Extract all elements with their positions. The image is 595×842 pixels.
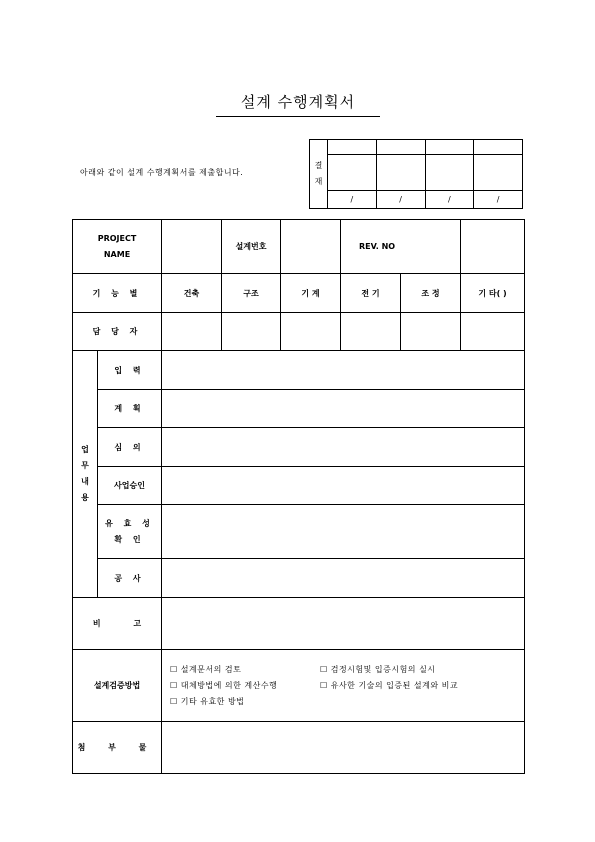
function-electrical: 전 기 (341, 274, 401, 313)
work-row-review-label: 심 의 (98, 428, 162, 467)
plan-form (72, 219, 525, 774)
design-no-field[interactable] (281, 220, 341, 274)
work-row-plan-label: 계 획 (98, 390, 162, 428)
approval-sign-1[interactable] (328, 155, 377, 191)
person-field-4[interactable] (341, 313, 401, 351)
person-field-2[interactable] (222, 313, 281, 351)
approval-head-2[interactable] (376, 140, 425, 155)
work-row-construction-field[interactable] (162, 559, 525, 598)
approval-date-3[interactable]: / (425, 191, 474, 209)
person-field-3[interactable] (281, 313, 341, 351)
attachments-label: 첨 부 물 (73, 722, 162, 774)
project-name-field[interactable] (162, 220, 222, 274)
verification-option-compare[interactable]: ☐ 유사한 기술의 입증된 설계와 비교 (320, 680, 459, 690)
intro-text: 아래와 같이 설계 수행계획서를 제출합니다. (80, 168, 244, 177)
approval-head-4[interactable] (474, 140, 523, 155)
person-field-6[interactable] (461, 313, 525, 351)
function-mechanical: 기 계 (281, 274, 341, 313)
project-name-label: PROJECT NAME (73, 220, 162, 274)
design-no-label: 설계번호 (222, 220, 281, 274)
approval-date-1[interactable]: / (328, 191, 377, 209)
page-title: 설계 수행계획서 (216, 92, 380, 117)
rev-no-label: REV. NO (341, 220, 461, 274)
approval-sign-4[interactable] (474, 155, 523, 191)
approval-head-1[interactable] (328, 140, 377, 155)
function-structure: 구조 (222, 274, 281, 313)
remarks-field[interactable] (162, 598, 525, 650)
verification-label: 설계검증방법 (73, 650, 162, 722)
person-in-charge-label: 담 당 자 (73, 313, 162, 351)
verification-options (162, 650, 525, 722)
person-field-5[interactable] (401, 313, 461, 351)
approval-date-4[interactable]: / (474, 191, 523, 209)
approval-sign-2[interactable] (376, 155, 425, 191)
rev-no-field[interactable] (461, 220, 525, 274)
approval-box (309, 139, 523, 209)
work-row-input-field[interactable] (162, 351, 525, 390)
function-control: 조 정 (401, 274, 461, 313)
remarks-label: 비 고 (73, 598, 162, 650)
work-row-review-field[interactable] (162, 428, 525, 467)
person-field-1[interactable] (162, 313, 222, 351)
function-other: 기 타( ) (461, 274, 525, 313)
work-row-validity-field[interactable] (162, 505, 525, 559)
work-row-validity-label: 유 효 성 확 인 (98, 505, 162, 559)
approval-date-2[interactable]: / (376, 191, 425, 209)
work-content-label: 업 무 내 용 (73, 351, 98, 598)
work-row-plan-field[interactable] (162, 390, 525, 428)
work-row-input-label: 입 력 (98, 351, 162, 390)
work-row-construction-label: 공 사 (98, 559, 162, 598)
attachments-field[interactable] (162, 722, 525, 774)
verification-option-testing[interactable]: ☐ 검정시험및 입증시험의 실시 (320, 664, 436, 674)
verification-option-doc-review[interactable]: ☐ 설계문서의 검토 (170, 664, 242, 674)
approval-head-3[interactable] (425, 140, 474, 155)
verification-option-alt-calc[interactable]: ☐ 대체방법에 의한 계산수행 (170, 680, 278, 690)
work-row-approval-field[interactable] (162, 467, 525, 505)
approval-sign-3[interactable] (425, 155, 474, 191)
function-label: 기 능 별 (73, 274, 162, 313)
work-row-approval-label: 사업승인 (98, 467, 162, 505)
function-architecture: 건축 (162, 274, 222, 313)
verification-option-other[interactable]: ☐ 기타 유효한 방법 (170, 696, 245, 706)
approval-label: 결 재 (310, 140, 328, 209)
